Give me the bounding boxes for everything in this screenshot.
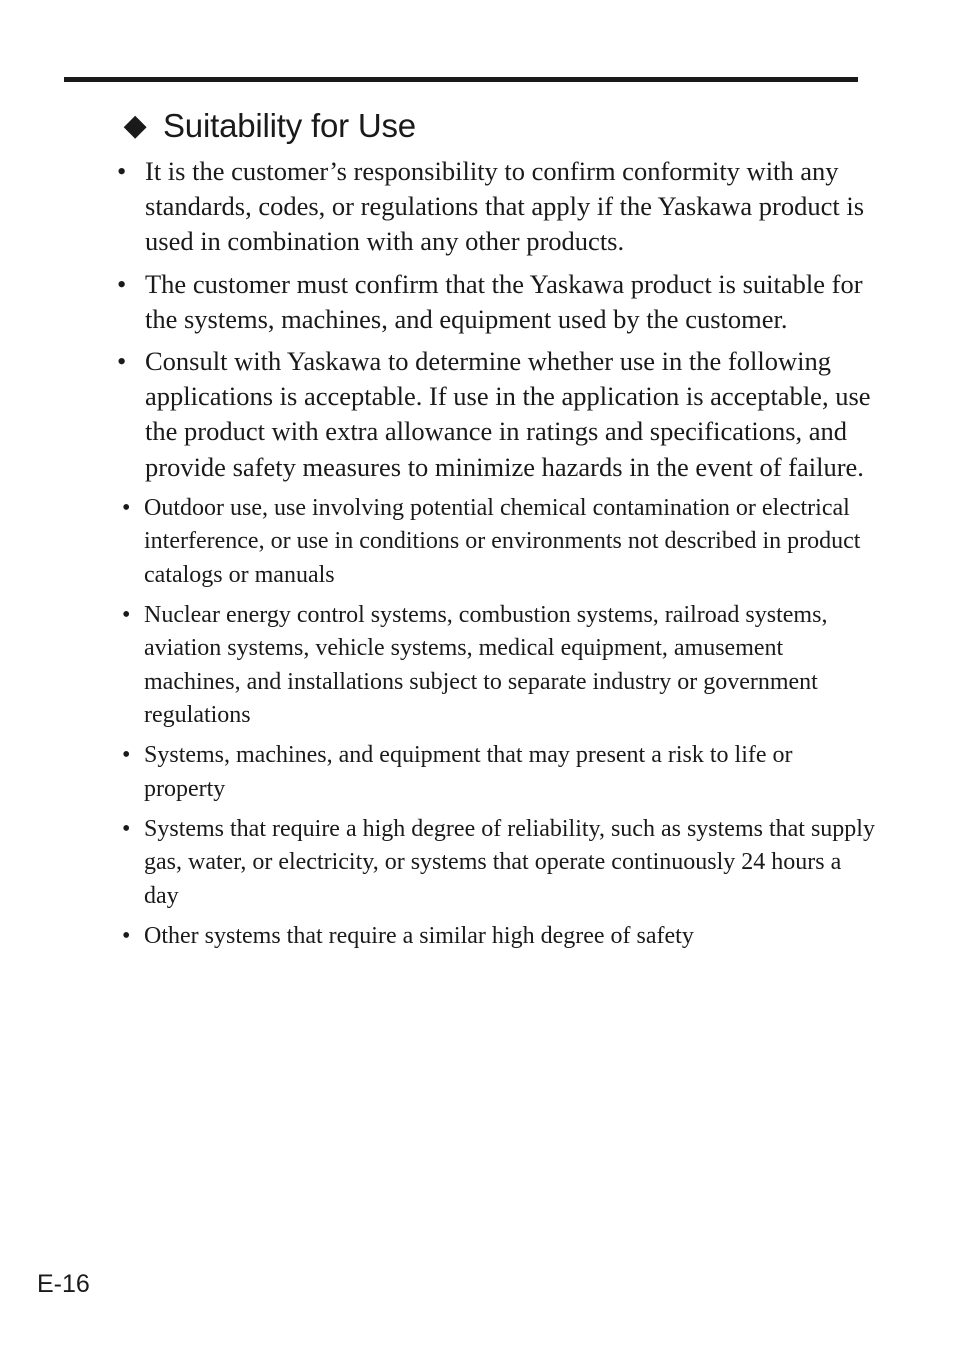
sub-list-item — [117, 813, 877, 914]
sub-list-item-text: Outdoor use, use involving potential chemical contamination or electrical interference, or use in conditions or environments not described in product catalogs or manuals — [144, 494, 861, 588]
section-title: Suitability for Use — [163, 107, 416, 144]
bullet-icon: • — [117, 156, 127, 186]
sub-list-item-text: Systems that require a high degree of reliability, such as systems that supply gas, water, or electricity, or systems that operate continuously 24 hours a day — [144, 815, 875, 909]
diamond-icon: ◆ — [123, 109, 147, 142]
sub-list-item — [117, 920, 877, 954]
bullet-icon: • — [122, 922, 131, 949]
list-item — [117, 344, 877, 485]
section-body — [117, 154, 877, 960]
bullet-icon: • — [122, 815, 131, 842]
sub-bullet-list — [117, 492, 877, 954]
sub-list-item-text: Other systems that require a similar high degree of safety — [144, 922, 694, 949]
list-item — [117, 154, 877, 260]
list-item-text: It is the customer’s responsibility to confirm conformity with any standards, codes, or regulations that apply if the Yaskawa product is used in combination with any other products. — [145, 156, 865, 257]
list-item-text: Consult with Yaskawa to determine whether use in the following applications is acceptable. If use in the application is acceptable, use the product with extra allowance in ratings and specifications, and provide safety measures to minimize hazards in the event of failure. — [145, 346, 871, 482]
bullet-icon: • — [117, 268, 127, 299]
bullet-icon: • — [117, 346, 127, 377]
page-number: E-16 — [37, 1270, 90, 1298]
bullet-icon: • — [122, 601, 131, 628]
sub-list-item — [117, 739, 877, 806]
sub-list-item-text: Systems, machines, and equipment that may present a risk to life or property — [144, 742, 793, 802]
list-item — [117, 267, 877, 337]
section-heading — [120, 104, 416, 148]
bullet-icon: • — [122, 494, 131, 521]
bullet-icon: • — [122, 742, 131, 769]
top-rule — [64, 77, 858, 82]
sub-list-item-text: Nuclear energy control systems, combustion systems, railroad systems, aviation systems, vehicle systems, medical equipment, amusement machines, and installations subject to separate industry or government regulations — [144, 601, 828, 729]
sub-list-item — [117, 492, 877, 593]
main-bullet-list — [117, 154, 877, 485]
list-item-text: The customer must confirm that the Yaskawa product is suitable for the systems, machines, and equipment used by the customer. — [145, 268, 863, 334]
sub-list-item — [117, 599, 877, 733]
